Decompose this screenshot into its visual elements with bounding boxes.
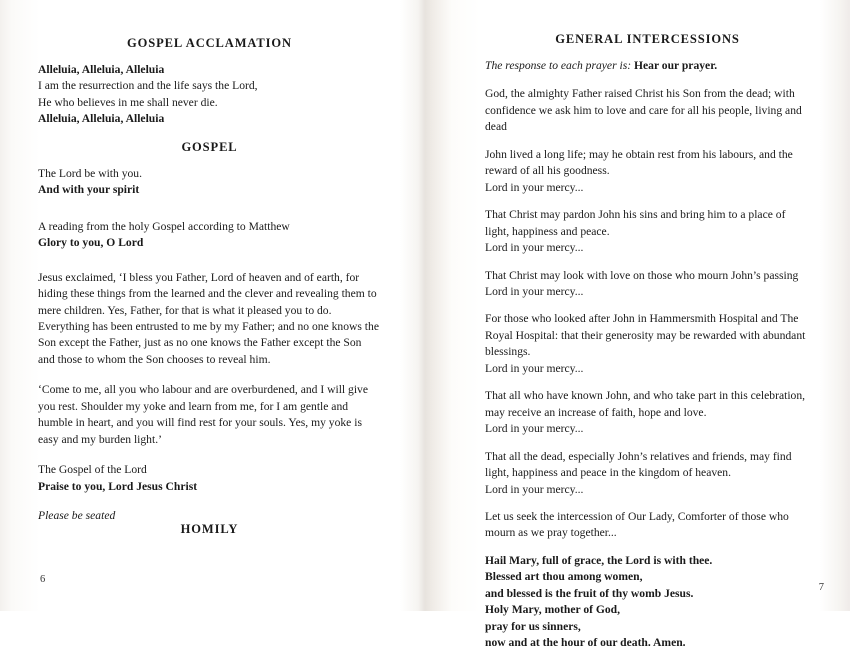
intercession-text: That all who have known John, and who take part in this celebration, may receive an increase of faith, hope and love. [485, 389, 806, 419]
intercession-item [485, 449, 810, 498]
intercession-text: God, the almighty Father raised Christ his Son from the dead; with confidence we ask him to love and care for all his people, living and dead [485, 87, 802, 134]
gospel-acclamation-block [38, 62, 381, 128]
general-intercessions-heading: GENERAL INTERCESSIONS [555, 32, 740, 46]
intercession-response: Lord in your mercy... [485, 482, 584, 496]
intercession-response: Lord in your mercy... [485, 241, 584, 255]
intercession-item [485, 388, 810, 437]
intercession-text: Let us seek the intercession of Our Lady, Comforter of those who mourn as we pray together... [485, 509, 789, 540]
intercession-response: Lord in your mercy... [485, 422, 584, 436]
greeting-response: And with your spirit [38, 183, 140, 197]
gospel-paragraph-1: Jesus exclaimed, ‘I bless you Father, Lord of heaven and of earth, for hiding these things from the learned and the clever and revealing them to mere children. Yes, Father, for that is what it pleased you to do. Everything has been entrusted to me by my Father; and no one knows the Son except the Father, just as no one knows the Father except the Son and those to whom the Son chooses to reveal him. [38, 270, 379, 366]
intercession-item [485, 509, 810, 542]
intercession-item [485, 86, 810, 135]
hail-mary-line: now and at the hour of our death. Amen. [485, 636, 686, 650]
intercession-text: That Christ may pardon John his sins and bring him to a place of light, happiness and peace. [485, 208, 786, 238]
intercession-item [485, 147, 810, 196]
greeting-line: The Lord be with you. [38, 166, 142, 180]
intercession-text: That all the dead, especially John’s relatives and friends, may find light, happiness and peace in the kingdom of heaven. [485, 449, 792, 480]
acclamation-line: I am the resurrection and the life says the Lord, [38, 79, 258, 93]
left-page [0, 0, 425, 611]
page-number-right: 7 [818, 582, 824, 593]
gospel-conclusion-block [38, 462, 381, 495]
reading-intro-response: Glory to you, O Lord [38, 236, 144, 250]
intercession-response: Lord in your mercy... [485, 361, 584, 375]
intercession-response: Lord in your mercy... [485, 284, 584, 298]
hail-mary-line: pray for us sinners, [485, 619, 581, 633]
right-page [425, 0, 850, 650]
acclamation-line: Alleluia, Alleluia, Alleluia [38, 112, 165, 126]
intercession-text: John lived a long life; may he obtain rest from his labours, and the reward of all his goodness. [485, 147, 793, 178]
intercession-text: For those who looked after John in Hammersmith Hospital and The Royal Hospital: that their generosity may be rewarded with abundant blessings. [485, 312, 806, 359]
acclamation-line: He who believes in me shall never die. [38, 95, 218, 109]
homily-heading: HOMILY [180, 522, 239, 537]
gospel-reading-intro-block [38, 219, 381, 252]
conclusion-response: Praise to you, Lord Jesus Christ [38, 479, 198, 493]
intercession-response: Lord in your mercy... [485, 180, 584, 194]
hail-mary-line: and blessed is the fruit of thy womb Jesus. [485, 586, 694, 600]
reading-intro-line: A reading from the holy Gospel according to Matthew [38, 219, 290, 233]
page-number-left: 6 [40, 574, 46, 585]
conclusion-line: The Gospel of the Lord [38, 463, 147, 477]
gospel-acclamation-heading: GOSPEL ACCLAMATION [127, 36, 292, 50]
gospel-heading: GOSPEL [181, 139, 238, 154]
hail-mary-prayer [485, 553, 810, 652]
acclamation-line: Alleluia, Alleluia, Alleluia [38, 63, 165, 76]
gospel-greeting-block [38, 166, 381, 199]
response-intro [485, 58, 810, 74]
response-intro-bold: Hear our prayer. [633, 59, 718, 72]
response-intro-italic: The response to each prayer is: [485, 59, 632, 72]
rubric-please-be-seated: Please be seated [38, 509, 116, 523]
intercession-text: That Christ may look with love on those who mourn John’s passing [485, 268, 799, 282]
hail-mary-line: Blessed art thou among women, [485, 570, 643, 584]
intercession-item [485, 311, 810, 377]
hail-mary-line: Holy Mary, mother of God, [485, 603, 621, 617]
intercession-item [485, 207, 810, 256]
intercession-item [485, 268, 810, 301]
gospel-paragraph-2: ‘Come to me, all you who labour and are overburdened, and I will give you rest. Shoulder my yoke and learn from me, for I am gentle and humble in heart, and you will find rest for your souls. Yes, my yoke is easy and my burden light.’ [38, 383, 369, 446]
hail-mary-line: Hail Mary, full of grace, the Lord is with thee. [485, 553, 713, 567]
